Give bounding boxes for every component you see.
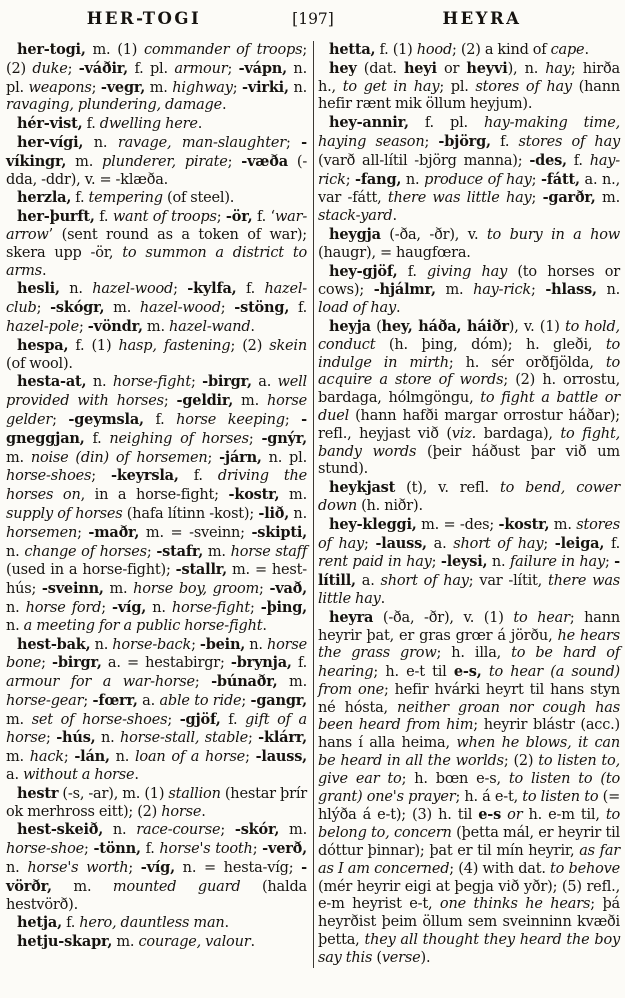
- entry-hespa: hespa, f. (1) hasp, fastening; (2) skein (of wool).: [6, 336, 308, 372]
- entry-hey-annir: hey-annir, f. pl. hay-making time, haying season; -björg, f. stores of hay (varð all-lítil -björg manna); -des, f. hay-rick; -fang, n. produce of hay; -fátt, a. n., var -fátt, there was little hay; -garðr, m. stack-yard.: [318, 114, 621, 225]
- entry-hey-kleggi: hey-kleggi, m. = -des; -kostr, m. stores of hay; -lauss, a. short of hay; -leiga, f. rent paid in hay; -leysi, n. failure in hay; -lítill, a. short of hay; var -lítit, there was little hay.: [318, 515, 621, 607]
- running-head-right: HEYRA: [442, 9, 522, 28]
- entry-hest-bak: hest-bak, n. horse-back; -bein, n. horse bone; -birgr, a. = hestabirgr; -brynja, f. armour for a war-horse; -búnaðr, m. horse-gear; -fœrr, a. able to ride; -gangr, m. set of horse-shoes; -gjöf, f. gift of a horse; -hús, n. horse-stall, stable; -klárr, m. hack; -lán, n. loan of a horse; -lauss, a. without a horse.: [6, 635, 308, 784]
- entry-hesli: hesli, n. hazel-wood; -kylfa, f. hazel-club; -skógr, m. hazel-wood; -stöng, f. hazel-pole; -vöndr, m. hazel-wand.: [6, 280, 308, 335]
- entry-hesta-at: hesta-at, n. horse-fight; -birgr, a. well provided with horses; -geldir, m. horse gelder; -geymsla, f. horse keeping; -gneggjan, f. neighing of horses; -gnýr, m. noise (din) of horsemen; -járn, n. pl. horse-shoes; -keyrsla, f. driving the horses on, in a horse-fight; -kostr, m. supply of horses (hafa lítinn -kost); -lið, n. horsemen; -maðr, m. = -sveinn; -skipti, n. change of horses; -stafr, m. horse staff (used in a horse-fight); -stallr, m. = hest-hús; -sveinn, m. horse boy, groom; -vað, n. horse ford; -víg, n. horse-fight; -þing, n. a meeting for a public horse-fight.: [6, 373, 308, 634]
- entry-heyra: heyra (-ða, -ðr), v. (1) to hear; hann heyrir þat, er gras grœr á jörðu, he hears the grass grow; h. illa, to be hard of hearing; h. e-t til e-s, to hear (a sound) from one; hefir hvárki heyrt til hans styn né hósta, neither groan nor cough has been heard from him; heyrir blástr (acc.) hans í alla heima, when he blows, it can be heard in all the worlds; (2) to listen to, give ear to; h. bœn e-s, to listen to (to grant) one's prayer; h. á e-t, to listen to (= hlýða á e-t); (3) h. til e-s or h. e-m til, to belong to, concern (þetta mál, er heyrir til dóttur þinnar); þat er til mín heyrir, as far as I am concerned; (4) with dat. to behove (mér heyrir eigi at þegja við yðr); (5) refl., e-m heyrist e-t, one thinks he hears; þá heyrðist þeim öllum sem sveinninn kvæði þetta, they all thought they heard the boy say this (verse).: [318, 608, 621, 966]
- left-column: [6, 41, 307, 968]
- text-columns: [6, 41, 620, 968]
- entry-hey: hey (dat. heyi or heyvi), n. hay; hirða h., to get in hay; pl. stores of hay (hann hefir rænt mik öllum heyjum).: [318, 59, 620, 113]
- right-column: [318, 41, 620, 968]
- entry-heyja: heyja (hey, háða, háiðr), v. (1) to hold, conduct (h. þing, dóm); h. gleði, to indulge in mirth; h. sér orðfjölda, to acquire a store of words; (2) h. orrostu, bardaga, hólmgöngu, to fight a battle or duel (hann hafði margar orrostur háðar); refl., heyjast við (viz. bardaga), to fight, bandy words (þeir háðust þar við um stund).: [318, 317, 620, 478]
- entry-heygja: heygja (-ða, -ðr), v. to bury in a how (haugr), = haugfœra.: [318, 225, 621, 261]
- entry-hetta: hetta, f. (1) hood; (2) a kind of cape.: [329, 41, 589, 58]
- entry-her-þurft: her-þurft, f. want of troops; -ör, f. ‘war-arrow’ (sent round as a token of war); skera upp -ör, to summon a district to arms.: [6, 208, 308, 279]
- entry-her-togi: her-togi, m. (1) commander of troops; (2) duke; -váðir, f. pl. armour; -vápn, n. pl. weapons; -vegr, m. highway; -virki, n. ravaging, plundering, damage.: [6, 41, 307, 114]
- running-head: [6, 9, 620, 28]
- entry-hetju-skapr: hetju-skapr, m. courage, valour.: [17, 933, 255, 951]
- column-divider: [313, 41, 314, 968]
- page-number: [197]: [292, 10, 334, 28]
- entry-heykjast: heykjast (t), v. refl. to bend, cower down (h. niðr).: [318, 479, 620, 514]
- entry-hest-skeið: hest-skeið, n. race-course; -skór, m. horse-shoe; -tönn, f. horse's tooth; -verð, n. horse's worth; -víg, n. = hesta-víg; -vörðr, m. mounted guard (halda hestvörð).: [6, 821, 307, 913]
- running-head-left: HER-TOGI: [86, 9, 202, 28]
- entry-hestr: hestr (-s, -ar), m. (1) stallion (hestar þrír ok merhross eitt); (2) horse.: [6, 784, 307, 820]
- entry-her-vígi: her-vígi, n. ravage, man-slaughter; -víkingr, m. plunderer, pirate; -væða (-dda, -ddr), v. = -klæða.: [6, 133, 308, 188]
- entry-hér-vist: hér-vist, f. dwelling here.: [17, 115, 203, 133]
- entry-hetja: hetja, f. hero, dauntless man.: [17, 914, 229, 932]
- entry-herzla: herzla, f. tempering (of steel).: [17, 189, 235, 207]
- entry-hey-gjöf: hey-gjöf, f. giving hay (to horses or cows); -hjálmr, m. hay-rick; -hlass, n. load of hay.: [318, 262, 621, 317]
